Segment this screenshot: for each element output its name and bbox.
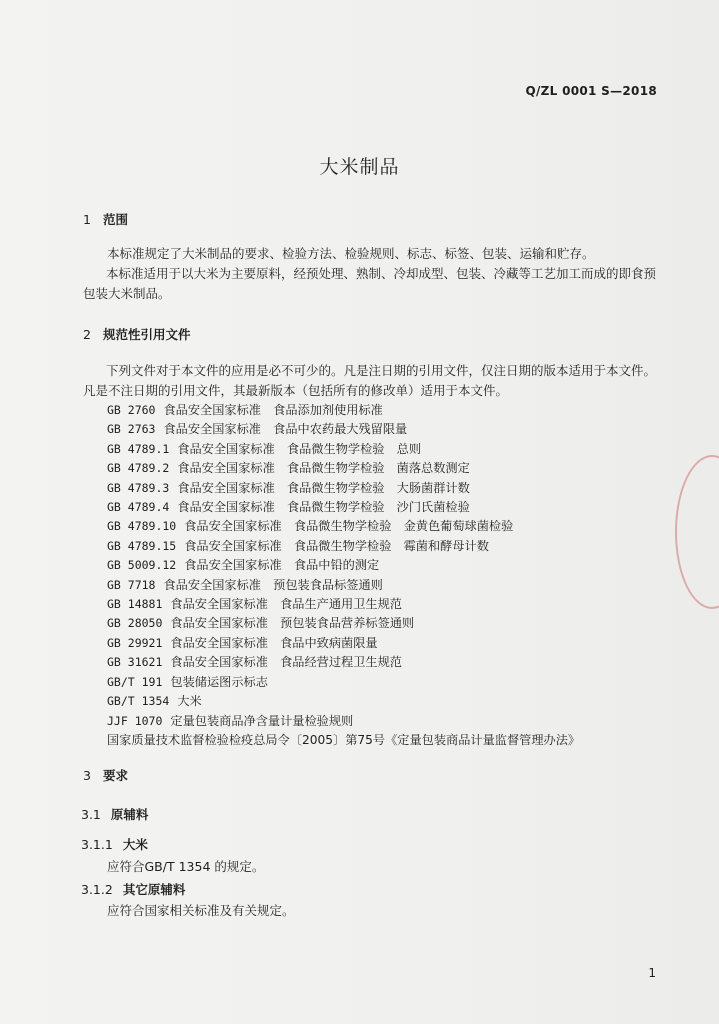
subsection-3-1-heading: 3.1 原辅料: [81, 807, 149, 822]
reference-item: GB 4789.10 食品安全国家标准 食品微生物学检验 金黄色葡萄球菌检验: [107, 519, 514, 534]
standard-code: Q/ZL 0001 S—2018: [525, 84, 657, 98]
document-title: 大米制品: [319, 156, 400, 178]
page-number: 1: [648, 966, 656, 980]
reference-item: GB 14881 食品安全国家标准 食品生产通用卫生规范: [107, 597, 402, 612]
scope-paragraph-1: 本标准规定了大米制品的要求、检验方法、检验规则、标志、标签、包装、运输和贮存。: [107, 246, 595, 261]
reference-item: GB 7718 食品安全国家标准 预包装食品标签通则: [107, 577, 383, 592]
subsection-3-1-1-body: 应符合GB/T 1354 的规定。: [107, 859, 265, 874]
subsection-3-1-2-body: 应符合国家相关标准及有关规定。: [107, 903, 295, 918]
section-title: 范围: [103, 212, 129, 227]
reference-item: GB 4789.15 食品安全国家标准 食品微生物学检验 霉菌和酵母计数: [107, 538, 489, 553]
references-intro: 下列文件对于本文件的应用是必不可少的。凡是注日期的引用文件，仅注日期的版本适用于本文件。凡是不注日期的引用文件，其最新版本（包括所有的修改单）适用于本文件。: [83, 363, 657, 398]
section-number: 1: [83, 212, 91, 227]
reference-item: GB 4789.2 食品安全国家标准 食品微生物学检验 菌落总数测定: [107, 461, 470, 476]
seal-stamp-partial: [675, 455, 719, 609]
reference-item: GB 4789.3 食品安全国家标准 食品微生物学检验 大肠菌群计数: [107, 480, 470, 495]
reference-item: GB 29921 食品安全国家标准 食品中致病菌限量: [107, 635, 378, 650]
reference-list: [107, 401, 580, 750]
reference-item: GB 2760 食品安全国家标准 食品添加剂使用标准: [107, 403, 383, 417]
scope-paragraph-2: 本标准适用于以大米为主要原料，经预处理、熟制、冷却成型、包装、冷藏等工艺加工而成的即食预包装大米制品。: [83, 266, 657, 301]
reference-item: GB/T 1354 大米: [107, 694, 202, 709]
section-3-heading: [83, 766, 128, 784]
reference-item: GB 4789.1 食品安全国家标准 食品微生物学检验 总则: [107, 441, 422, 456]
section-2-heading: [83, 325, 191, 343]
reference-item: GB/T 191 包装储运图示标志: [107, 674, 268, 689]
section-1-heading: [83, 210, 128, 228]
subsection-3-1-2-heading: 3.1.2 其它原辅料: [81, 882, 186, 897]
section-title: 要求: [103, 768, 129, 783]
reference-item: GB 2763 食品安全国家标准 食品中农药最大残留限量: [107, 422, 408, 437]
reference-item: GB 28050 食品安全国家标准 预包装食品营养标签通则: [107, 616, 415, 631]
reference-item: GB 31621 食品安全国家标准 食品经营过程卫生规范: [107, 655, 402, 670]
reference-item: GB 4789.4 食品安全国家标准 食品微生物学检验 沙门氏菌检验: [107, 500, 470, 515]
section-title: 规范性引用文件: [103, 327, 191, 342]
section-number: 2: [83, 327, 91, 342]
subsection-3-1-1-heading: 3.1.1 大米: [81, 837, 148, 852]
reference-item: GB 5009.12 食品安全国家标准 食品中铅的测定: [107, 558, 380, 573]
reference-item: JJF 1070 定量包装商品净含量计量检验规则: [107, 713, 354, 728]
reference-item: 国家质量技术监督检验检疫总局令〔2005〕第75号《定量包装商品计量监督管理办法》: [107, 732, 581, 747]
section-number: 3: [83, 768, 91, 783]
